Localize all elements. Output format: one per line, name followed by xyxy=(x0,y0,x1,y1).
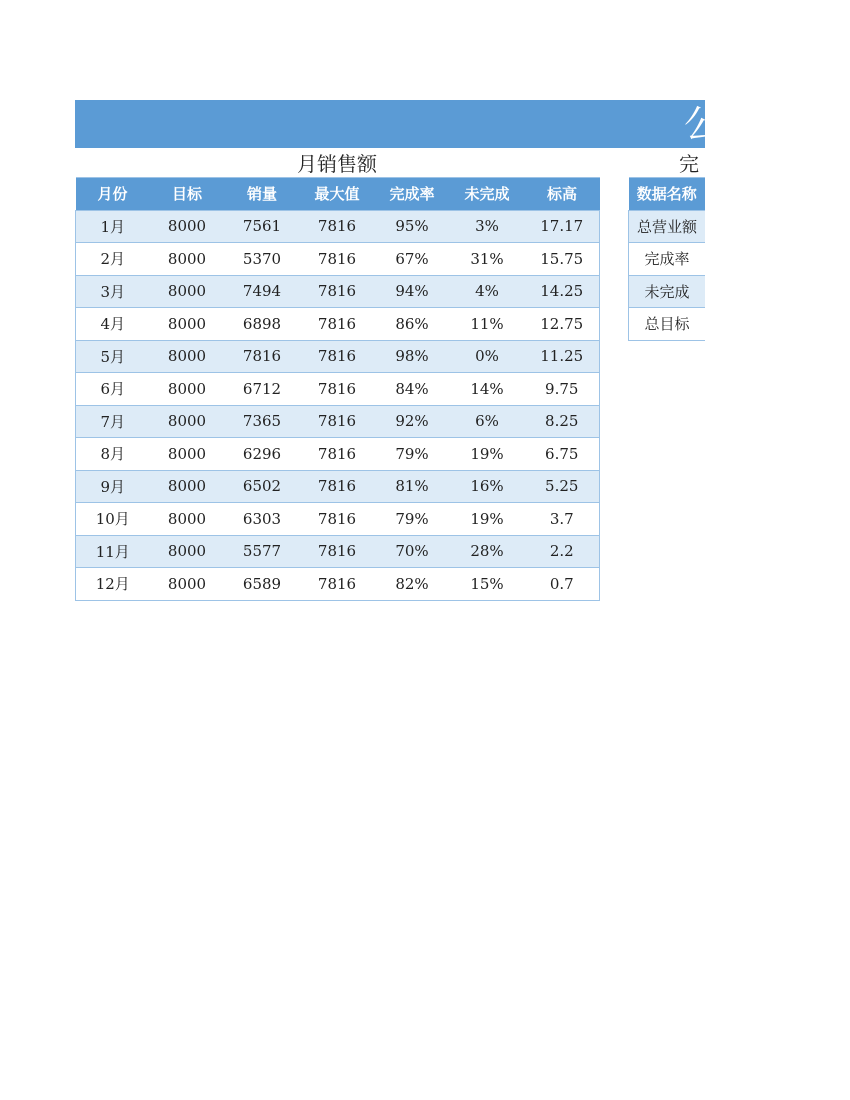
table-row xyxy=(76,535,600,568)
table-row xyxy=(76,210,600,243)
table-cell[interactable]: 7816 xyxy=(225,340,300,373)
table-cell[interactable]: 5月 xyxy=(76,340,150,373)
table-cell[interactable]: 总营业额 xyxy=(629,210,706,243)
table-cell[interactable]: 81% xyxy=(375,470,450,503)
table-cell[interactable]: 86% xyxy=(375,308,450,341)
table-row xyxy=(629,243,706,276)
table-cell[interactable]: 7816 xyxy=(300,470,375,503)
table-cell[interactable]: 7494 xyxy=(225,275,300,308)
table-cell[interactable]: 8000 xyxy=(150,373,225,406)
table-cell[interactable]: 8000 xyxy=(150,405,225,438)
table-cell[interactable]: 8000 xyxy=(150,438,225,471)
table-cell[interactable]: 95% xyxy=(375,210,450,243)
table-cell[interactable]: 8000 xyxy=(150,243,225,276)
table-cell[interactable]: 79% xyxy=(375,503,450,536)
table-cell[interactable]: 8000 xyxy=(150,308,225,341)
table-row xyxy=(76,470,600,503)
table-cell[interactable]: 6712 xyxy=(225,373,300,406)
banner-title: 公 xyxy=(684,102,723,146)
table-cell[interactable]: 7月 xyxy=(76,405,150,438)
table-cell[interactable]: 5.25 xyxy=(525,470,600,503)
table-cell[interactable]: 12.75 xyxy=(525,308,600,341)
table-cell[interactable]: 79% xyxy=(375,438,450,471)
table-cell[interactable]: 92% xyxy=(375,405,450,438)
completion-section-title: 完 xyxy=(679,152,699,176)
table-cell[interactable]: 8000 xyxy=(150,568,225,601)
table-cell[interactable]: 28% xyxy=(450,535,525,568)
monthly-sales-table xyxy=(75,177,600,601)
table-cell[interactable]: 9月 xyxy=(76,470,150,503)
column-header: 目标 xyxy=(150,178,225,211)
table-cell[interactable]: 19% xyxy=(450,503,525,536)
table-cell[interactable]: 14.25 xyxy=(525,275,600,308)
table-cell[interactable]: 5577 xyxy=(225,535,300,568)
table-row xyxy=(76,243,600,276)
table-cell[interactable]: 15.75 xyxy=(525,243,600,276)
table-cell[interactable]: 7816 xyxy=(300,340,375,373)
table-header-row xyxy=(629,178,706,211)
table-cell[interactable]: 0% xyxy=(450,340,525,373)
table-cell[interactable]: 14% xyxy=(450,373,525,406)
column-header: 销量 xyxy=(225,178,300,211)
table-cell[interactable]: 3% xyxy=(450,210,525,243)
table-cell[interactable]: 84% xyxy=(375,373,450,406)
table-cell[interactable]: 6296 xyxy=(225,438,300,471)
table-cell[interactable]: 7816 xyxy=(300,210,375,243)
table-cell[interactable]: 7816 xyxy=(300,373,375,406)
table-row xyxy=(76,405,600,438)
table-cell[interactable]: 8000 xyxy=(150,535,225,568)
table-row xyxy=(76,340,600,373)
table-cell[interactable]: 2月 xyxy=(76,243,150,276)
table-row xyxy=(76,373,600,406)
table-cell[interactable]: 8000 xyxy=(150,340,225,373)
table-cell[interactable]: 98% xyxy=(375,340,450,373)
table-cell[interactable]: 12月 xyxy=(76,568,150,601)
table-row xyxy=(76,308,600,341)
table-cell[interactable]: 7816 xyxy=(300,568,375,601)
table-cell[interactable]: 5370 xyxy=(225,243,300,276)
table-cell[interactable]: 8000 xyxy=(150,275,225,308)
column-header-data-name: 数据名称 xyxy=(629,178,706,211)
table-cell[interactable]: 总目标 xyxy=(629,308,706,341)
table-cell[interactable]: 7816 xyxy=(300,535,375,568)
table-header-row xyxy=(76,178,600,211)
table-cell[interactable]: 31% xyxy=(450,243,525,276)
table-cell[interactable]: 6502 xyxy=(225,470,300,503)
table-row xyxy=(629,275,706,308)
table-cell[interactable]: 7816 xyxy=(300,308,375,341)
table-cell[interactable]: 6898 xyxy=(225,308,300,341)
table-cell[interactable]: 3.7 xyxy=(525,503,600,536)
table-row xyxy=(629,308,706,341)
column-header: 标高 xyxy=(525,178,600,211)
table-row xyxy=(76,275,600,308)
table-cell[interactable]: 4月 xyxy=(76,308,150,341)
table-cell[interactable]: 2.2 xyxy=(525,535,600,568)
table-cell[interactable]: 7816 xyxy=(300,438,375,471)
table-cell[interactable]: 6.75 xyxy=(525,438,600,471)
column-header: 完成率 xyxy=(375,178,450,211)
table-cell[interactable]: 8000 xyxy=(150,470,225,503)
table-cell[interactable]: 11.25 xyxy=(525,340,600,373)
table-row xyxy=(76,438,600,471)
table-body xyxy=(629,210,706,340)
table-cell[interactable]: 11% xyxy=(450,308,525,341)
table-cell[interactable]: 7816 xyxy=(300,243,375,276)
table-cell[interactable]: 16% xyxy=(450,470,525,503)
table-cell[interactable]: 0.7 xyxy=(525,568,600,601)
table-cell[interactable]: 7365 xyxy=(225,405,300,438)
table-cell[interactable]: 6月 xyxy=(76,373,150,406)
table-cell[interactable]: 82% xyxy=(375,568,450,601)
table-cell[interactable]: 6303 xyxy=(225,503,300,536)
table-cell[interactable]: 7816 xyxy=(300,503,375,536)
table-cell[interactable]: 4% xyxy=(450,275,525,308)
table-cell[interactable]: 67% xyxy=(375,243,450,276)
completion-table xyxy=(628,177,705,341)
table-cell[interactable]: 3月 xyxy=(76,275,150,308)
table-row xyxy=(76,503,600,536)
table-cell[interactable]: 6% xyxy=(450,405,525,438)
table-cell[interactable]: 8.25 xyxy=(525,405,600,438)
table-cell[interactable]: 15% xyxy=(450,568,525,601)
table-cell[interactable]: 11月 xyxy=(76,535,150,568)
title-banner xyxy=(75,100,723,148)
table-cell[interactable]: 17.17 xyxy=(525,210,600,243)
table-cell[interactable]: 10月 xyxy=(76,503,150,536)
table-cell[interactable]: 7561 xyxy=(225,210,300,243)
table-cell[interactable]: 94% xyxy=(375,275,450,308)
table-cell[interactable]: 7816 xyxy=(300,275,375,308)
table-cell[interactable]: 8000 xyxy=(150,210,225,243)
table-cell[interactable]: 7816 xyxy=(300,405,375,438)
table-row xyxy=(76,568,600,601)
table-cell[interactable]: 完成率 xyxy=(629,243,706,276)
table-cell[interactable]: 8月 xyxy=(76,438,150,471)
column-header: 未完成 xyxy=(450,178,525,211)
table-cell[interactable]: 6589 xyxy=(225,568,300,601)
monthly-sales-title: 月销售额 xyxy=(297,152,377,176)
completion-table-viewport xyxy=(628,177,705,341)
table-cell[interactable]: 70% xyxy=(375,535,450,568)
table-cell[interactable]: 8000 xyxy=(150,503,225,536)
table-cell[interactable]: 19% xyxy=(450,438,525,471)
table-cell[interactable]: 未完成 xyxy=(629,275,706,308)
column-header: 月份 xyxy=(76,178,150,211)
table-cell[interactable]: 1月 xyxy=(76,210,150,243)
column-header: 最大值 xyxy=(300,178,375,211)
table-body xyxy=(76,210,600,600)
table-row xyxy=(629,210,706,243)
table-cell[interactable]: 9.75 xyxy=(525,373,600,406)
